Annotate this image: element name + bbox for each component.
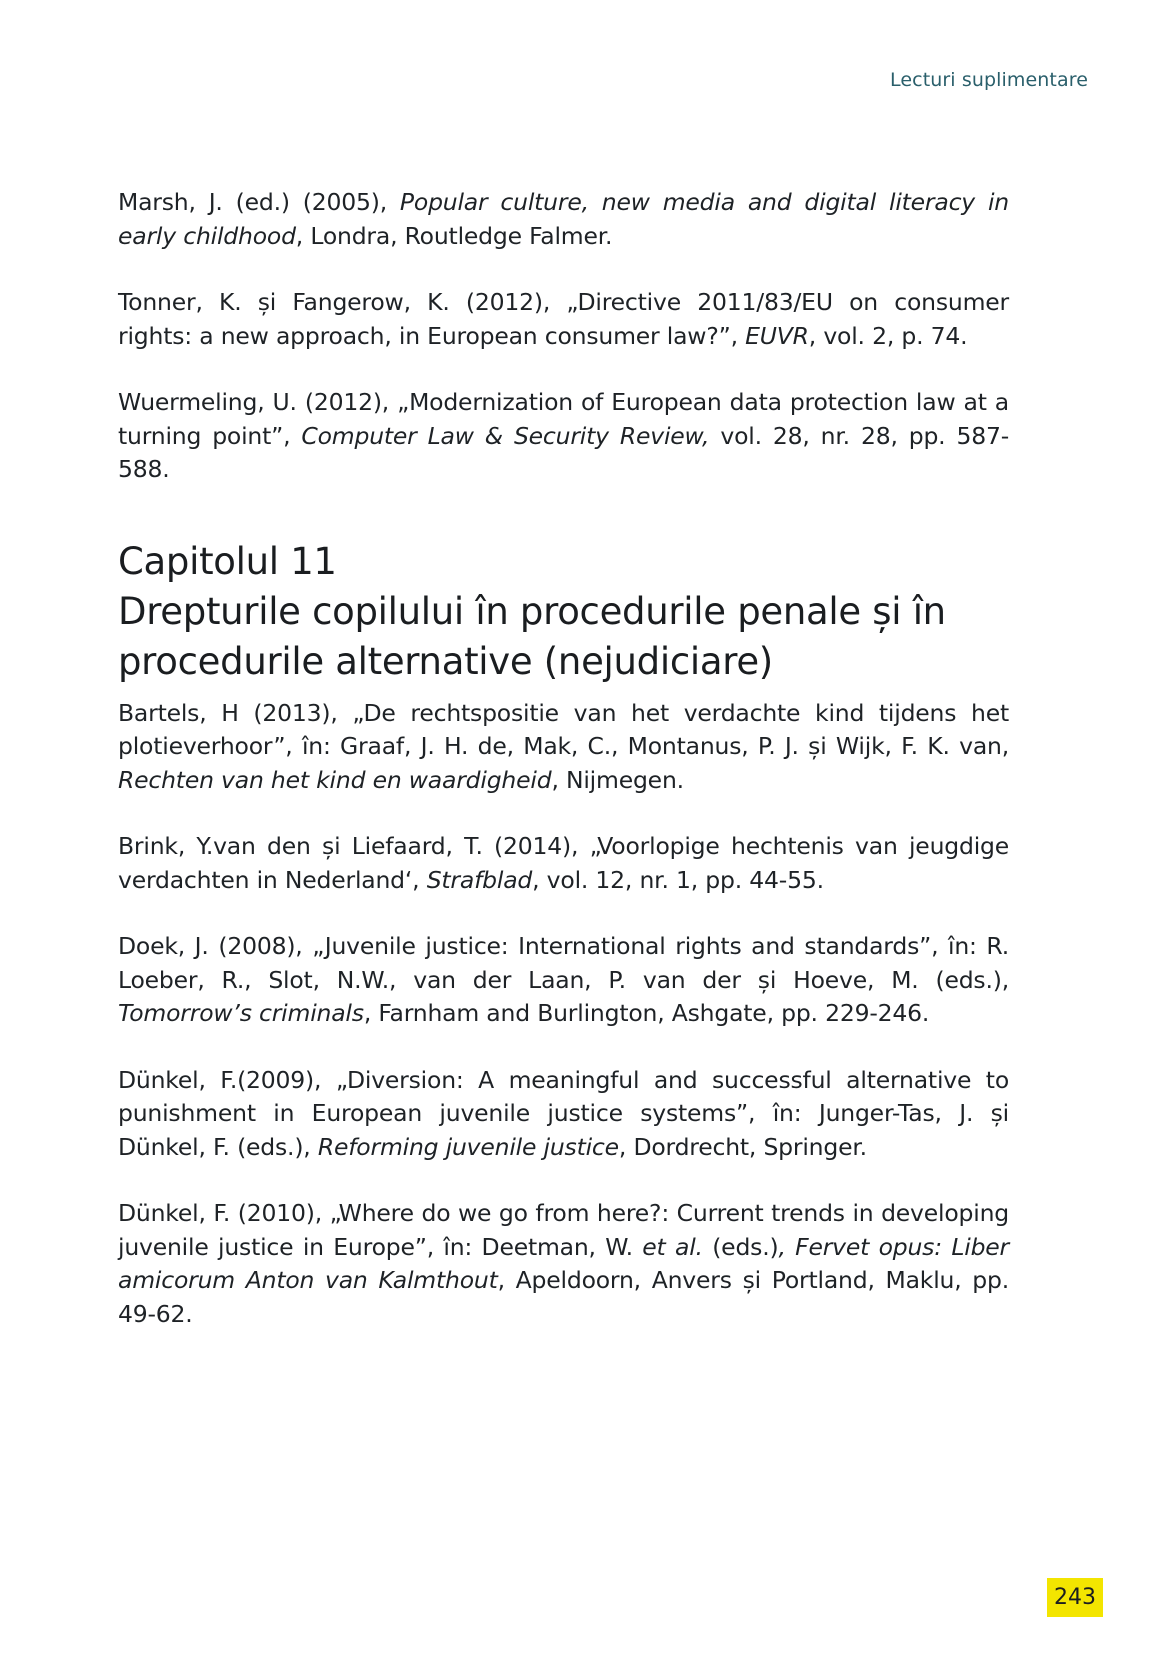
reference-text: Tonner, K. și Fangerow, K. (2012), „Directive 2011/83/EU on consumer rights: a new approach, in European consumer law?”, <box>118 288 1009 350</box>
reference-entry <box>118 386 1009 487</box>
page-number: 243 <box>1047 1578 1103 1617</box>
reference-text: Doek, J. (2008), „Juvenile justice: International rights and standards”, în: R. Loeber, R., Slot, N.W., van der Laan, P. van der și Hoeve, M. (eds.), <box>118 932 1009 994</box>
reference-text: Brink, Y.van den și Liefaard, T. (2014), „Voorlopige hechtenis van jeugdige verdachten in Nederland‘, <box>118 832 1009 894</box>
reference-list-previous-chapter <box>118 186 1009 487</box>
reference-italic-text: Popular culture, new media and digital literacy in early childhood <box>118 188 1009 250</box>
reference-text: Bartels, H (2013), „De rechtspositie van het verdachte kind tijdens het plotieverhoor”, în: Graaf, J. H. de, Mak, C., Montanus, P. J. și Wijk, F. K. van, <box>118 698 1009 760</box>
reference-italic-text: et al. <box>642 1232 703 1261</box>
reference-text: vol. 28, nr. 28, pp. 587-588. <box>118 421 1009 483</box>
chapter-title-line-2: procedurile alternative (nejudiciare) <box>118 639 773 683</box>
chapter-number: Capitolul 11 <box>118 539 337 583</box>
reference-text: , Londra, Routledge Falmer. <box>295 221 613 250</box>
reference-italic-text: Rechten van het kind en waardigheid <box>118 765 552 794</box>
reference-text: Dünkel, F. (2010), „Where do we go from here?: Current trends in developing juvenile justice in Europe”, în: Deetman, W. <box>118 1199 1009 1261</box>
reference-text: , vol. 2, p. 74. <box>808 321 968 350</box>
reference-text: Wuermeling, U. (2012), „Modernization of European data protection law at a turning point”, <box>118 388 1009 450</box>
reference-entry <box>118 830 1009 897</box>
page-content <box>118 186 1009 1364</box>
reference-text: , Nijmegen. <box>551 765 684 794</box>
reference-text: , Dordrecht, Springer. <box>618 1132 867 1161</box>
chapter-title-line-1: Drepturile copilului în procedurile penale și în <box>118 589 946 633</box>
reference-entry <box>118 286 1009 353</box>
reference-italic-text: Strafblad <box>426 865 533 894</box>
reference-entry <box>118 697 1009 798</box>
reference-entry <box>118 930 1009 1031</box>
reference-text: , Farnham and Burlington, Ashgate, pp. 229-246. <box>363 999 930 1027</box>
running-header: Lecturi suplimentare <box>890 69 1088 91</box>
reference-italic-text: EUVR <box>745 321 809 350</box>
reference-italic-text: Reforming juvenile justice <box>317 1132 619 1161</box>
reference-italic-text: , Fervet opus: Liber amicorum Anton van Kalmthout <box>118 1232 1010 1294</box>
reference-italic-text: Computer Law & Security Review, <box>301 421 710 450</box>
reference-text: , Apeldoorn, Anvers și Portland, Maklu, pp. 49-62. <box>118 1266 1010 1328</box>
reference-italic-text: Tomorrow’s criminals <box>118 999 364 1027</box>
chapter-heading <box>118 537 1009 687</box>
reference-list-chapter-11 <box>118 697 1009 1332</box>
reference-text: , vol. 12, nr. 1, pp. 44-55. <box>532 865 824 894</box>
reference-entry <box>118 186 1009 253</box>
reference-text: Marsh, J. (ed.) (2005), <box>118 188 400 216</box>
reference-text: (eds.) <box>702 1232 779 1261</box>
reference-entry <box>118 1064 1009 1165</box>
reference-entry <box>118 1197 1009 1331</box>
reference-text: Dünkel, F.(2009), „Diversion: A meaningful and successful alternative to punishment in European juvenile justice systems”, în: Junger-Tas, J. și Dünkel, F. (eds.), <box>118 1065 1009 1161</box>
